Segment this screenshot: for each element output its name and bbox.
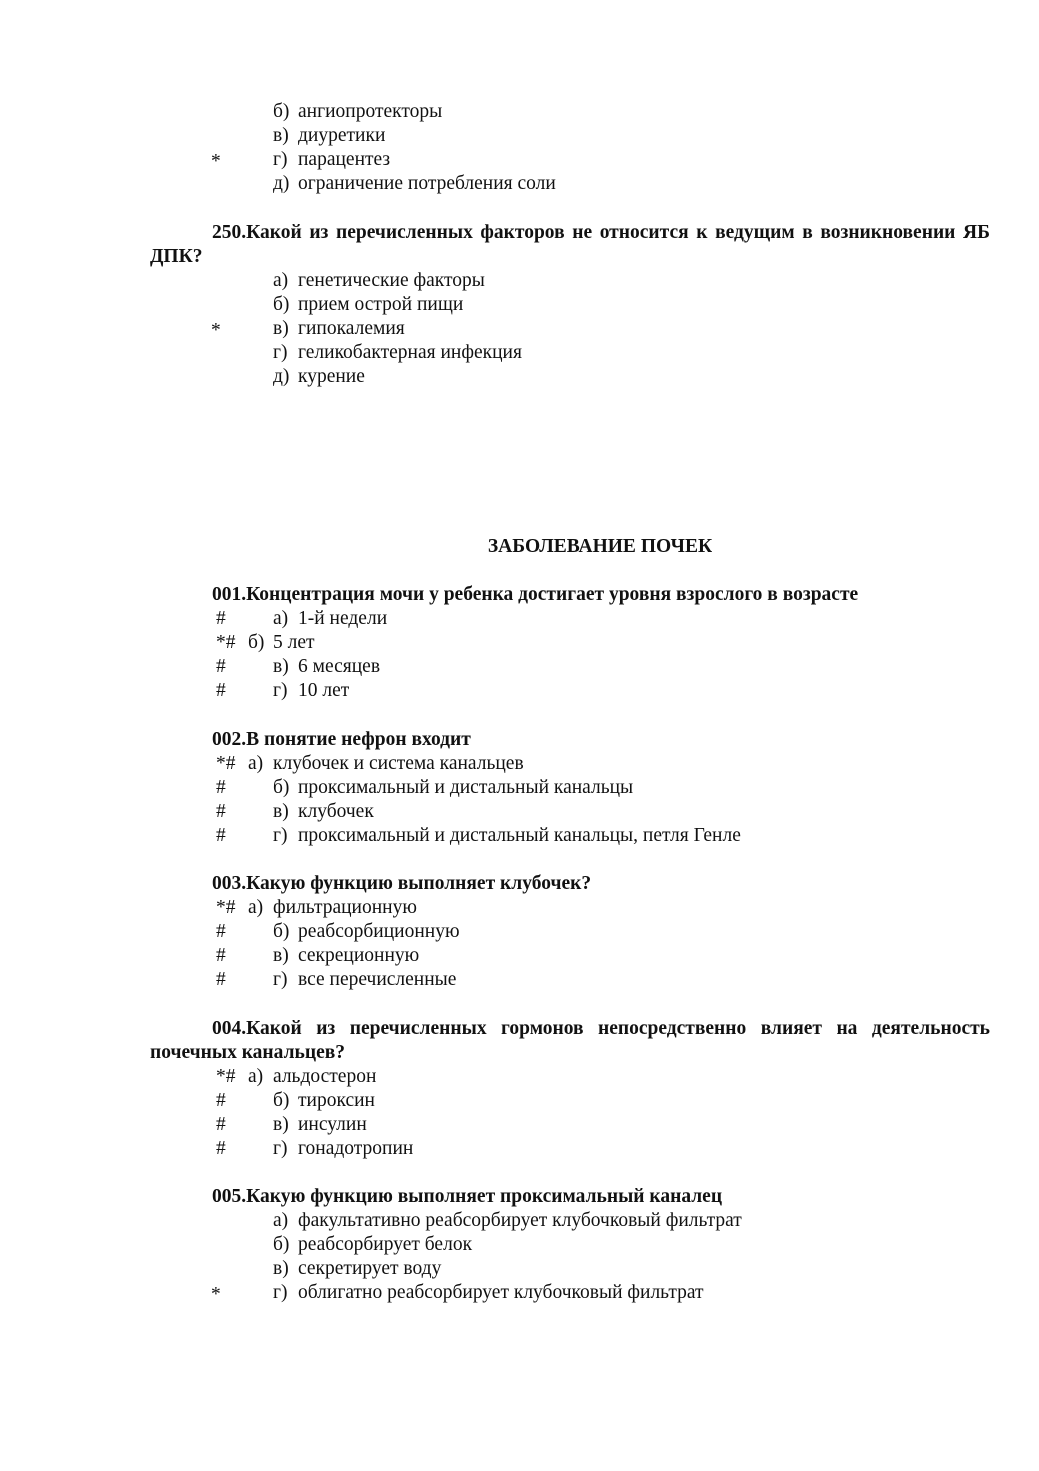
option-letter: г) [273, 969, 288, 990]
option-text: альдостерон [273, 1066, 377, 1087]
option-text: гонадотропин [298, 1138, 414, 1159]
option-letter: а) [248, 753, 264, 774]
option-letter: д) [273, 366, 290, 387]
option-letter: в) [273, 1114, 289, 1135]
option-letter: в) [273, 945, 289, 966]
option-text: 5 лет [273, 632, 315, 653]
answer-marker: * [211, 1284, 221, 1305]
answer-marker: # [216, 1114, 226, 1135]
option-text: 6 месяцев [298, 656, 381, 677]
option-text: гипокалемия [298, 318, 405, 339]
option-letter: а) [273, 1210, 289, 1231]
option-text: фильтрационную [273, 897, 417, 918]
question-title: 004.Какой из перечисленных гормонов непосредственно влияет на деятельность почечных канальцев? [150, 1018, 990, 1063]
option-text: парацентез [298, 149, 391, 170]
option-text: прием острой пищи [298, 294, 464, 315]
option-letter: в) [273, 1258, 289, 1279]
option-text: реабсорбиционную [298, 921, 460, 942]
answer-marker: # [216, 825, 226, 846]
answer-marker: # [216, 921, 226, 942]
option-text: все перечисленные [298, 969, 457, 990]
option-letter: б) [273, 1090, 290, 1111]
option-text: тироксин [298, 1090, 375, 1111]
option-letter: г) [273, 149, 288, 170]
option-letter: г) [273, 1282, 288, 1303]
answer-marker: *# [216, 1066, 236, 1087]
option-text: клубочек и система канальцев [273, 753, 524, 774]
answer-marker: # [216, 969, 226, 990]
question-title: 002.В понятие нефрон входит [212, 729, 471, 750]
answer-marker: *# [216, 753, 236, 774]
option-text: облигатно реабсорбирует клубочковый фильтрат [298, 1282, 704, 1303]
section-title: ЗАБОЛЕВАНИЕ ПОЧЕК [487, 536, 713, 557]
option-text: клубочек [298, 801, 374, 822]
answer-marker: # [216, 656, 226, 677]
option-letter: в) [273, 125, 289, 146]
option-text: секретирует воду [298, 1258, 442, 1279]
answer-marker: # [216, 608, 226, 629]
option-letter: в) [273, 318, 289, 339]
option-text: проксимальный и дистальный канальцы [298, 777, 634, 798]
option-letter: а) [273, 270, 289, 291]
question-title: 005.Какую функцию выполняет проксимальный каналец [212, 1186, 723, 1207]
option-text: реабсорбирует белок [298, 1234, 473, 1255]
option-text: инсулин [298, 1114, 367, 1135]
answer-marker: *# [216, 632, 236, 653]
option-letter: в) [273, 656, 289, 677]
option-letter: а) [248, 1066, 264, 1087]
option-text: геликобактерная инфекция [298, 342, 522, 363]
question-title: 250.Какой из перечисленных факторов не относится к ведущим в возникновении ЯБ ДПК? [150, 222, 990, 267]
option-letter: б) [273, 921, 290, 942]
option-text: курение [298, 366, 365, 387]
option-letter: г) [273, 825, 288, 846]
answer-marker: # [216, 801, 226, 822]
option-text: проксимальный и дистальный канальцы, петля Генле [298, 825, 741, 846]
option-letter: б) [273, 777, 290, 798]
answer-marker: # [216, 1090, 226, 1111]
option-text: 10 лет [298, 680, 350, 701]
option-text: факультативно реабсорбирует клубочковый фильтрат [298, 1210, 742, 1231]
option-letter: а) [248, 897, 264, 918]
option-text: 1-й недели [298, 608, 388, 629]
option-text: ограничение потребления соли [298, 173, 556, 194]
answer-marker: # [216, 1138, 226, 1159]
option-text: генетические факторы [298, 270, 485, 291]
answer-marker: * [211, 320, 221, 341]
option-letter: б) [273, 294, 290, 315]
answer-marker: # [216, 680, 226, 701]
option-letter: г) [273, 342, 288, 363]
question-title: 003.Какую функцию выполняет клубочек? [212, 873, 592, 894]
answer-marker: # [216, 777, 226, 798]
question-title: 001.Концентрация мочи у ребенка достигает уровня взрослого в возрасте [212, 584, 859, 605]
option-text: диуретики [298, 125, 386, 146]
option-letter: в) [273, 801, 289, 822]
option-letter: г) [273, 680, 288, 701]
option-text: ангиопротекторы [298, 101, 443, 122]
option-letter: б) [273, 1234, 290, 1255]
answer-marker: * [211, 151, 221, 172]
answer-marker: *# [216, 897, 236, 918]
option-letter: б) [273, 101, 290, 122]
option-letter: г) [273, 1138, 288, 1159]
answer-marker: # [216, 945, 226, 966]
option-letter: а) [273, 608, 289, 629]
option-letter: б) [248, 632, 265, 653]
option-letter: д) [273, 173, 290, 194]
option-text: секреционную [298, 945, 420, 966]
